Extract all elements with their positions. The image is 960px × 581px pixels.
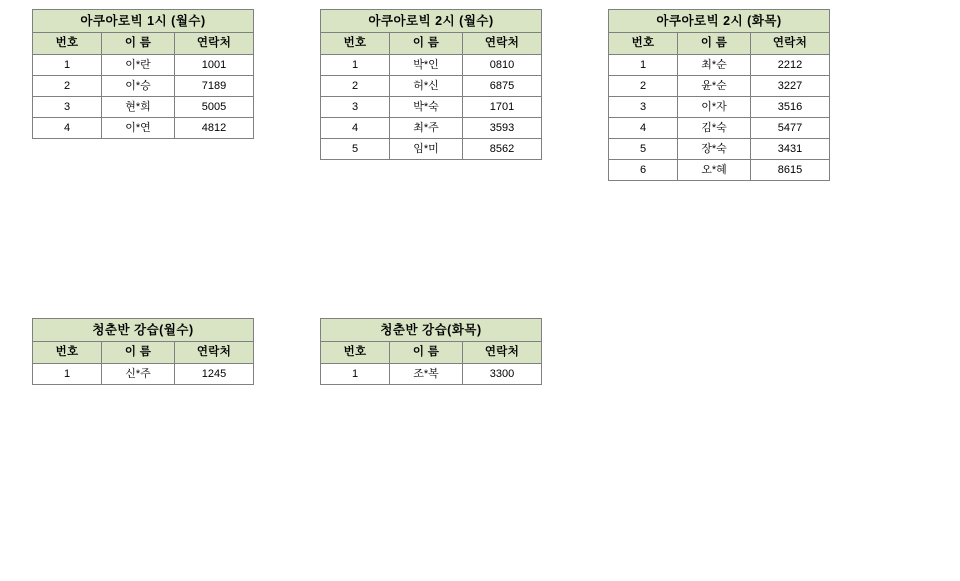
table-cell: 4812: [175, 118, 254, 139]
table-title-row: [321, 319, 542, 342]
table-title: 아쿠아로빅 2시 (월수): [321, 10, 542, 33]
column-header-1: 이 름: [102, 342, 175, 364]
column-header-2: 연락처: [463, 342, 542, 364]
table-row: [321, 139, 542, 160]
table-cell: 5005: [175, 97, 254, 118]
table-cell: 최*주: [390, 118, 463, 139]
roster-table-aqua-aerobic-2-mon-wed: [320, 9, 542, 160]
roster-table-aqua-aerobic-2-tue-thu: [608, 9, 830, 181]
table-cell: 이*승: [102, 76, 175, 97]
roster-table: [32, 318, 254, 385]
table-row: [321, 97, 542, 118]
table-title: 아쿠아로빅 1시 (월수): [33, 10, 254, 33]
column-header-2: 연락처: [463, 33, 542, 55]
column-header-0: 번호: [33, 33, 102, 55]
table-cell: 3227: [751, 76, 830, 97]
table-title-row: [321, 10, 542, 33]
table-row: [33, 55, 254, 76]
table-row: [33, 118, 254, 139]
table-cell: 1001: [175, 55, 254, 76]
table-cell: 신*주: [102, 364, 175, 385]
table-cell: 윤*순: [678, 76, 751, 97]
table-row: [321, 118, 542, 139]
table-cell: 현*희: [102, 97, 175, 118]
table-cell: 2212: [751, 55, 830, 76]
roster-table: [320, 9, 542, 160]
table-cell: 5: [321, 139, 390, 160]
table-cell: 6: [609, 160, 678, 181]
table-cell: 1701: [463, 97, 542, 118]
table-header-row: [33, 342, 254, 364]
column-header-2: 연락처: [175, 33, 254, 55]
table-cell: 박*인: [390, 55, 463, 76]
table-cell: 최*순: [678, 55, 751, 76]
table-cell: 3431: [751, 139, 830, 160]
roster-table: [608, 9, 830, 181]
table-cell: 2: [33, 76, 102, 97]
column-header-1: 이 름: [390, 33, 463, 55]
table-cell: 4: [321, 118, 390, 139]
table-cell: 1: [33, 55, 102, 76]
table-header-row: [321, 33, 542, 55]
table-cell: 2: [321, 76, 390, 97]
table-cell: 박*숙: [390, 97, 463, 118]
roster-table: [320, 318, 542, 385]
table-cell: 3516: [751, 97, 830, 118]
table-cell: 조*복: [390, 364, 463, 385]
table-header-row: [33, 33, 254, 55]
table-row: [609, 118, 830, 139]
column-header-1: 이 름: [678, 33, 751, 55]
roster-table-youth-class-tue-thu: [320, 318, 542, 385]
roster-table-aqua-aerobic-1-mon-wed: [32, 9, 254, 139]
table-cell: 5: [609, 139, 678, 160]
table-header-row: [321, 342, 542, 364]
column-header-0: 번호: [609, 33, 678, 55]
table-cell: 0810: [463, 55, 542, 76]
table-cell: 1: [321, 55, 390, 76]
table-title-row: [33, 10, 254, 33]
table-cell: 1: [609, 55, 678, 76]
table-row: [321, 55, 542, 76]
table-cell: 3300: [463, 364, 542, 385]
table-cell: 3593: [463, 118, 542, 139]
table-cell: 이*연: [102, 118, 175, 139]
column-header-0: 번호: [321, 33, 390, 55]
table-title-row: [33, 319, 254, 342]
table-cell: 1: [321, 364, 390, 385]
table-cell: 허*신: [390, 76, 463, 97]
table-row: [609, 160, 830, 181]
table-cell: 4: [33, 118, 102, 139]
table-row: [33, 364, 254, 385]
table-row: [33, 97, 254, 118]
table-row: [609, 76, 830, 97]
table-cell: 이*란: [102, 55, 175, 76]
table-cell: 3: [321, 97, 390, 118]
roster-table-youth-class-mon-wed: [32, 318, 254, 385]
table-row: [321, 76, 542, 97]
column-header-2: 연락처: [175, 342, 254, 364]
table-cell: 장*숙: [678, 139, 751, 160]
table-header-row: [609, 33, 830, 55]
table-cell: 임*미: [390, 139, 463, 160]
table-row: [321, 364, 542, 385]
table-cell: 3: [609, 97, 678, 118]
column-header-1: 이 름: [102, 33, 175, 55]
table-cell: 8615: [751, 160, 830, 181]
column-header-2: 연락처: [751, 33, 830, 55]
table-row: [609, 139, 830, 160]
table-row: [609, 97, 830, 118]
table-row: [33, 76, 254, 97]
table-cell: 김*숙: [678, 118, 751, 139]
column-header-0: 번호: [321, 342, 390, 364]
table-cell: 4: [609, 118, 678, 139]
table-cell: 8562: [463, 139, 542, 160]
table-title: 청춘반 강습(화목): [321, 319, 542, 342]
table-cell: 6875: [463, 76, 542, 97]
column-header-0: 번호: [33, 342, 102, 364]
table-cell: 1245: [175, 364, 254, 385]
column-header-1: 이 름: [390, 342, 463, 364]
table-cell: 오*혜: [678, 160, 751, 181]
table-cell: 이*자: [678, 97, 751, 118]
table-cell: 5477: [751, 118, 830, 139]
table-cell: 7189: [175, 76, 254, 97]
table-title: 아쿠아로빅 2시 (화목): [609, 10, 830, 33]
table-cell: 2: [609, 76, 678, 97]
table-row: [609, 55, 830, 76]
table-title: 청춘반 강습(월수): [33, 319, 254, 342]
table-cell: 1: [33, 364, 102, 385]
roster-table: [32, 9, 254, 139]
table-cell: 3: [33, 97, 102, 118]
table-title-row: [609, 10, 830, 33]
